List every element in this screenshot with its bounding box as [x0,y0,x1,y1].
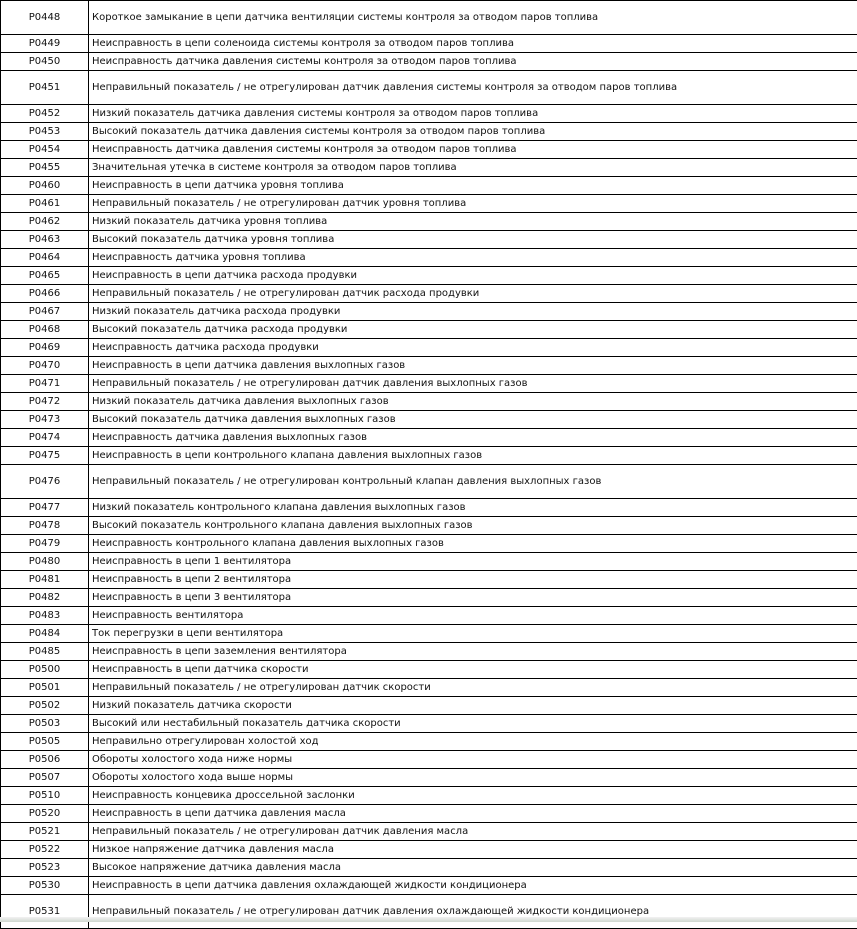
table-row [1,643,857,661]
table-row [1,35,857,53]
table-row [1,607,857,625]
table-row [1,71,857,105]
error-description-cell: Неисправность вентилятора [89,607,857,625]
error-description-cell: Неисправность в цепи датчика давления охлаждающей жидкости кондиционера [89,877,857,895]
table-row [1,895,857,929]
table-body [1,1,857,929]
error-code-cell: P0471 [1,375,89,393]
table-row [1,411,857,429]
table-row [1,429,857,447]
error-code-cell: P0467 [1,303,89,321]
error-description-cell: Ток перегрузки в цепи вентилятора [89,625,857,643]
table-row [1,571,857,589]
error-description-cell: Неисправность в цепи контрольного клапана давления выхлопных газов [89,447,857,465]
error-code-cell: P0468 [1,321,89,339]
table-row [1,195,857,213]
error-description-cell: Неисправность датчика уровня топлива [89,249,857,267]
error-description-cell: Неисправность контрольного клапана давления выхлопных газов [89,535,857,553]
error-description-cell: Неправильно отрегулирован холостой ход [89,733,857,751]
error-code-cell: P0506 [1,751,89,769]
error-description-cell: Неисправность в цепи датчика давления выхлопных газов [89,357,857,375]
error-description-cell: Неисправность датчика давления системы контроля за отводом паров топлива [89,53,857,71]
error-description-cell: Высокий или нестабильный показатель датчика скорости [89,715,857,733]
error-description-cell: Низкий показатель датчика давления системы контроля за отводом паров топлива [89,105,857,123]
table-row [1,877,857,895]
table-row [1,589,857,607]
table-row [1,841,857,859]
error-description-cell: Неисправность датчика расхода продувки [89,339,857,357]
error-description-cell: Высокий показатель датчика давления системы контроля за отводом паров топлива [89,123,857,141]
table-row [1,267,857,285]
error-description-cell: Обороты холостого хода выше нормы [89,769,857,787]
error-description-cell: Неисправность в цепи датчика скорости [89,661,857,679]
error-description-cell: Неправильный показатель / не отрегулирован датчик давления системы контроля за отводом паров топлива [89,71,857,105]
error-code-cell: P0482 [1,589,89,607]
table-row [1,787,857,805]
error-description-cell: Неисправность концевика дроссельной заслонки [89,787,857,805]
error-description-cell: Высокий показатель датчика давления выхлопных газов [89,411,857,429]
error-description-cell: Низкий показатель датчика скорости [89,697,857,715]
error-code-cell: P0451 [1,71,89,105]
table-row [1,177,857,195]
table-row [1,553,857,571]
error-code-cell: P0481 [1,571,89,589]
table-row [1,141,857,159]
error-code-cell: P0531 [1,895,89,929]
error-code-cell: P0477 [1,499,89,517]
error-description-cell: Неправильный показатель / не отрегулирован датчик давления выхлопных газов [89,375,857,393]
error-description-cell: Неправильный показатель / не отрегулирован датчик уровня топлива [89,195,857,213]
error-description-cell: Значительная утечка в системе контроля за отводом паров топлива [89,159,857,177]
error-code-cell: P0464 [1,249,89,267]
table-row [1,321,857,339]
error-code-cell: P0472 [1,393,89,411]
table-row [1,123,857,141]
table-row [1,213,857,231]
error-description-cell: Неисправность датчика давления выхлопных газов [89,429,857,447]
table-row [1,823,857,841]
error-description-cell: Низкий показатель контрольного клапана давления выхлопных газов [89,499,857,517]
table-row [1,517,857,535]
error-code-cell: P0463 [1,231,89,249]
error-description-cell: Обороты холостого хода ниже нормы [89,751,857,769]
error-code-cell: P0466 [1,285,89,303]
table-row [1,249,857,267]
table-row [1,303,857,321]
table-row [1,447,857,465]
error-description-cell: Неисправность в цепи 1 вентилятора [89,553,857,571]
table-row [1,697,857,715]
bottom-edge-strip [0,917,857,922]
error-code-cell: P0521 [1,823,89,841]
error-code-cell: P0503 [1,715,89,733]
error-code-cell: P0485 [1,643,89,661]
error-description-cell: Неправильный показатель / не отрегулирован датчик давления масла [89,823,857,841]
error-code-cell: P0476 [1,465,89,499]
error-description-cell: Низкий показатель датчика уровня топлива [89,213,857,231]
error-description-cell: Неисправность датчика давления системы контроля за отводом паров топлива [89,141,857,159]
error-code-cell: P0501 [1,679,89,697]
error-code-cell: P0470 [1,357,89,375]
error-code-cell: P0448 [1,1,89,35]
table-row [1,159,857,177]
table-row [1,859,857,877]
error-code-cell: P0450 [1,53,89,71]
error-code-cell: P0480 [1,553,89,571]
error-code-cell: P0473 [1,411,89,429]
error-code-cell: P0475 [1,447,89,465]
error-description-cell: Высокое напряжение датчика давления масла [89,859,857,877]
error-code-cell: P0510 [1,787,89,805]
error-description-cell: Неисправность в цепи заземления вентилятора [89,643,857,661]
table-row [1,465,857,499]
error-description-cell: Высокий показатель контрольного клапана давления выхлопных газов [89,517,857,535]
error-code-cell: P0469 [1,339,89,357]
error-code-cell: P0449 [1,35,89,53]
error-description-cell: Короткое замыкание в цепи датчика вентиляции системы контроля за отводом паров топлива [89,1,857,35]
error-code-cell: P0453 [1,123,89,141]
error-description-cell: Высокий показатель датчика расхода продувки [89,321,857,339]
table-row [1,231,857,249]
error-code-cell: P0483 [1,607,89,625]
error-code-cell: P0523 [1,859,89,877]
table-row [1,375,857,393]
error-code-cell: P0484 [1,625,89,643]
error-description-cell: Неисправность в цепи соленоида системы контроля за отводом паров топлива [89,35,857,53]
table-row [1,339,857,357]
error-description-cell: Низкое напряжение датчика давления масла [89,841,857,859]
error-code-cell: P0452 [1,105,89,123]
table-row [1,535,857,553]
table-row [1,499,857,517]
error-code-cell: P0478 [1,517,89,535]
error-description-cell: Неисправность в цепи датчика давления масла [89,805,857,823]
error-code-cell: P0505 [1,733,89,751]
error-description-cell: Неисправность в цепи датчика уровня топлива [89,177,857,195]
table-row [1,679,857,697]
error-description-cell: Неисправность в цепи 3 вентилятора [89,589,857,607]
error-description-cell: Неисправность в цепи 2 вентилятора [89,571,857,589]
table-row [1,357,857,375]
error-description-cell: Низкий показатель датчика расхода продувки [89,303,857,321]
error-description-cell: Неправильный показатель / не отрегулирован датчик расхода продувки [89,285,857,303]
table-row [1,625,857,643]
error-description-cell: Неисправность в цепи датчика расхода продувки [89,267,857,285]
table-row [1,769,857,787]
error-description-cell: Неправильный показатель / не отрегулирован датчик скорости [89,679,857,697]
error-code-cell: P0465 [1,267,89,285]
error-code-cell: P0455 [1,159,89,177]
error-code-cell: P0462 [1,213,89,231]
error-description-cell: Высокий показатель датчика уровня топлива [89,231,857,249]
error-description-cell: Неправильный показатель / не отрегулирован контрольный клапан давления выхлопных газов [89,465,857,499]
error-code-cell: P0520 [1,805,89,823]
error-code-cell: P0522 [1,841,89,859]
table-row [1,805,857,823]
error-code-cell: P0461 [1,195,89,213]
table-row [1,733,857,751]
error-description-cell: Низкий показатель датчика давления выхлопных газов [89,393,857,411]
error-code-cell: P0502 [1,697,89,715]
table-row [1,53,857,71]
error-code-cell: P0500 [1,661,89,679]
error-description-cell: Неправильный показатель / не отрегулирован датчик давления охлаждающей жидкости кондиционера [89,895,857,929]
error-code-cell: P0474 [1,429,89,447]
error-code-cell: P0507 [1,769,89,787]
table-row [1,1,857,35]
table-row [1,105,857,123]
table-row [1,393,857,411]
table-row [1,751,857,769]
table-row [1,715,857,733]
error-code-cell: P0479 [1,535,89,553]
table-row [1,285,857,303]
error-code-cell: P0454 [1,141,89,159]
table-row [1,661,857,679]
error-code-cell: P0460 [1,177,89,195]
error-code-cell: P0530 [1,877,89,895]
